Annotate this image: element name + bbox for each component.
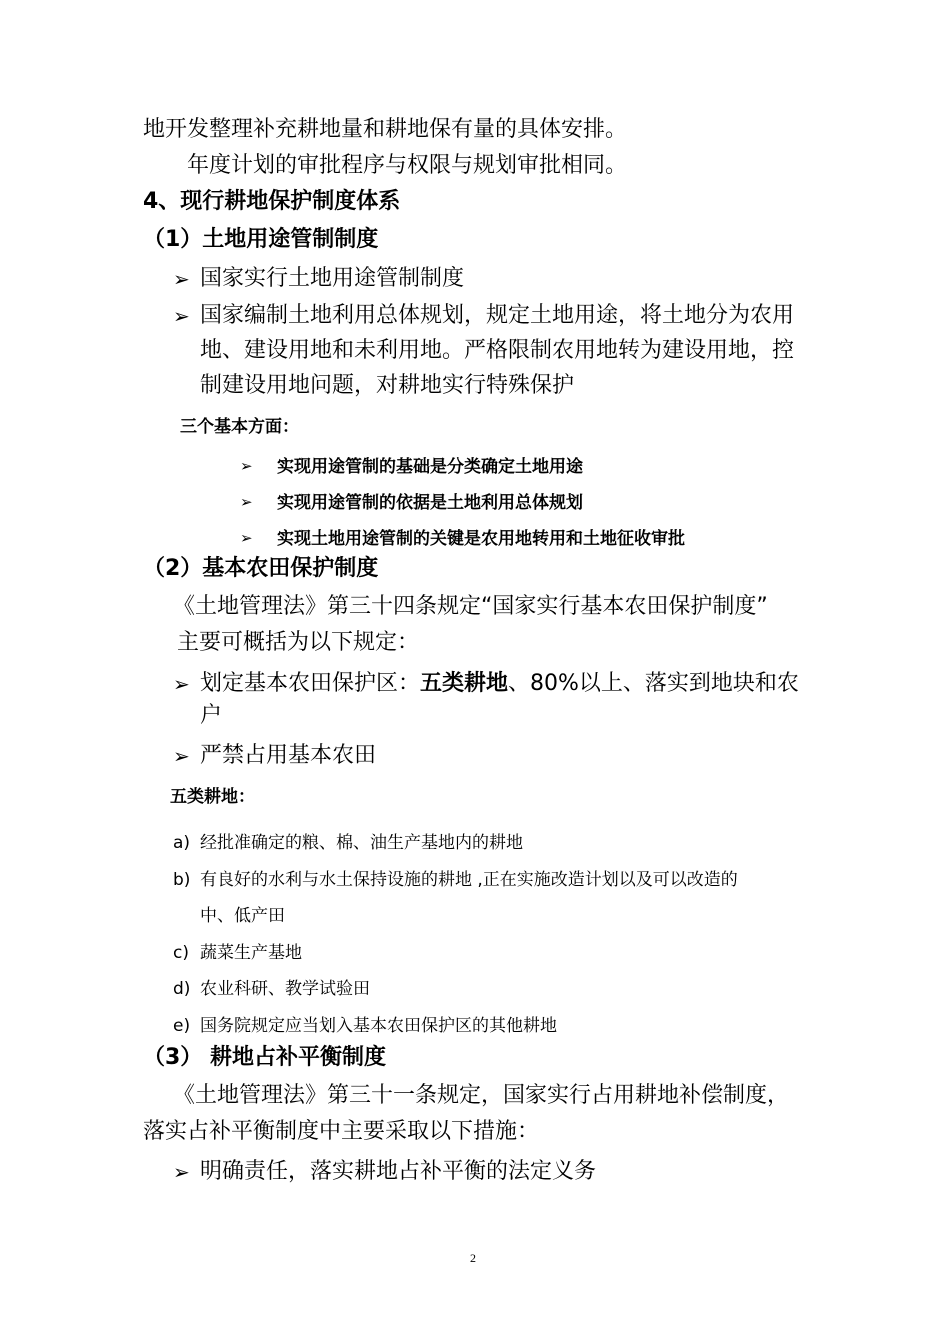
bullet-text: 严禁占用基本农田 [200, 743, 377, 768]
paragraph-line: 年度计划的审批程序与权限与规划审批相同。 [187, 153, 628, 178]
paragraph-line: 地开发整理补充耕地量和耕地保有量的具体安排。 [143, 117, 628, 142]
bullet-arrow-icon: ➢ [173, 744, 190, 768]
bullet-text: 国家实行土地用途管制制度 [200, 266, 465, 291]
section-heading: 4、现行耕地保护制度体系 [143, 189, 401, 214]
subsection-heading: （2）基本农田保护制度 [143, 556, 379, 581]
bullet-text-part: 划定基本农田保护区： [200, 671, 421, 696]
paragraph-line: 《土地管理法》第三十一条规定，国家实行占用耕地补偿制度， [173, 1083, 790, 1108]
bold-term: 五类耕地 [420, 671, 509, 696]
bullet-text: 制建设用地问题，对耕地实行特殊保护 [200, 373, 575, 398]
bullet-text: 地、建设用地和未利用地。严格限制农用地转为建设用地，控 [200, 338, 795, 363]
list-item: 经批准确定的粮、棉、油生产基地内的耕地 [200, 833, 523, 853]
list-heading: 三个基本方面： [180, 417, 299, 437]
paragraph-line: 主要可概括为以下规定： [177, 630, 420, 655]
bullet-text: 实现土地用途管制的关键是农用地转用和土地征收审批 [277, 529, 685, 549]
bullet-arrow-icon: ➢ [173, 1160, 190, 1184]
bullet-arrow-icon: ➢ [173, 672, 190, 696]
list-marker: a) [173, 833, 191, 853]
page-number: 2 [470, 1251, 476, 1265]
list-item: 国务院规定应当划入基本农田保护区的其他耕地 [200, 1016, 557, 1036]
bullet-arrow-icon: ➢ [173, 304, 190, 328]
list-marker: e) [173, 1016, 191, 1036]
bullet-text: 户 [200, 703, 223, 728]
bullet-arrow-icon: ➢ [240, 493, 253, 511]
list-marker: c) [173, 943, 189, 963]
subsection-heading: （1）土地用途管制制度 [143, 227, 379, 252]
list-item: 蔬菜生产基地 [200, 943, 302, 963]
bullet-text-part: 、80%以上、落实到地块和农 [508, 671, 799, 696]
bullet-text: 国家编制土地利用总体规划，规定土地用途，将土地分为农用 [200, 303, 795, 328]
list-marker: b) [173, 870, 191, 890]
bullet-arrow-icon: ➢ [173, 267, 190, 291]
bullet-text: 明确责任，落实耕地占补平衡的法定义务 [200, 1159, 597, 1184]
bullet-text: 实现用途管制的基础是分类确定土地用途 [277, 457, 583, 477]
list-item: 有良好的水利与水土保持设施的耕地 ,正在实施改造计划以及可以改造的 [200, 870, 738, 890]
list-item: 农业科研、教学试验田 [200, 979, 370, 999]
paragraph-line: 落实占补平衡制度中主要采取以下措施： [143, 1119, 540, 1144]
bullet-text [200, 669, 799, 699]
paragraph-line: 《土地管理法》第三十四条规定“国家实行基本农田保护制度” [173, 594, 768, 619]
bullet-arrow-icon: ➢ [240, 457, 253, 475]
list-marker: d) [173, 979, 191, 999]
list-heading: 五类耕地： [170, 787, 255, 807]
subsection-heading: （3） 耕地占补平衡制度 [143, 1045, 386, 1070]
bullet-text: 实现用途管制的依据是土地利用总体规划 [277, 493, 583, 513]
bullet-arrow-icon: ➢ [240, 529, 253, 547]
list-item: 中、低产田 [200, 906, 285, 926]
